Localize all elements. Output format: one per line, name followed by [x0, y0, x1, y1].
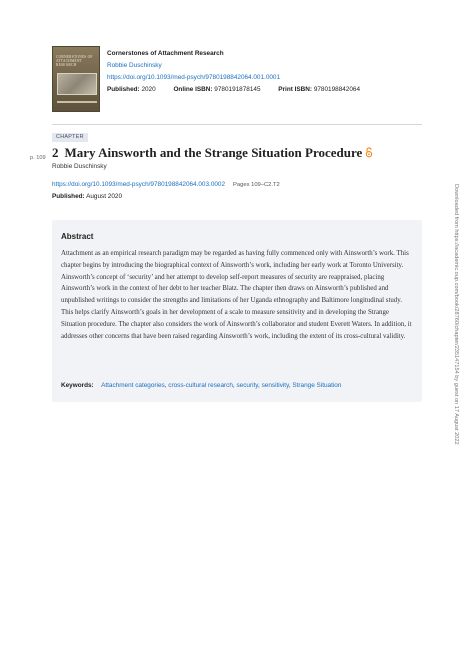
cover-photo — [57, 73, 97, 95]
chapter-pages: Pages 109–C2.T2 — [233, 182, 280, 188]
chapter-published — [52, 193, 122, 200]
book-facts — [107, 84, 427, 96]
open-access-icon — [365, 146, 373, 162]
abstract-text: Attachment as an empirical research paradigm may be regarded as having fully commenced only with Ainsworth’s work. This chapter begins by introducing the biographical context of Ainsworth’s work, including her early work at Toronto University. Ainsworth’s concept of ‘security’ and her attempt to develop self-report measures of security are reappraised, placing Ainsworth’s work in the context of her debt to her teacher Blatz. The chapter then draws on Ainsworth’s published and unpublished writings to consider the strengths and limitations of her Uganda ethnography and Baltimore longitudinal study. This helps clarify Ainsworth’s goals in her development of a scale to measure sensitivity and in developing the Strange Situation procedure. The chapter also considers the work of Ainsworth’s collaborator and student Everett Waters. In addition, it addresses other concerns that have been raised regarding Ainsworth’s work, including the extent of its cross-cultural validity. — [61, 250, 412, 340]
cover-title: CORNERSTONES OF ATTACHMENT RESEARCH — [56, 55, 93, 68]
chapter-published-label: Published: — [52, 193, 85, 200]
chapter-published-value: August 2020 — [86, 193, 122, 200]
keywords-label: Keywords: — [61, 382, 94, 389]
book-doi-link[interactable]: https://doi.org/10.1093/med-psych/9780198842064.001.0001 — [107, 74, 281, 81]
download-watermark — [450, 184, 459, 564]
book-title[interactable]: Cornerstones of Attachment Research — [107, 50, 224, 57]
online-isbn-label: Online ISBN: — [173, 86, 213, 93]
abstract-panel — [52, 220, 422, 402]
page-reference: p. 109 — [30, 155, 46, 161]
cover-footer-bar — [57, 101, 97, 103]
chapter-title — [52, 145, 373, 162]
book-published-label: Published: — [107, 86, 140, 93]
book-header — [52, 46, 422, 116]
book-editor-link[interactable]: Robbie Duschinsky — [107, 62, 162, 69]
header-divider — [52, 124, 422, 125]
book-meta — [107, 48, 427, 96]
keyword-link[interactable]: sensitivity — [261, 382, 289, 389]
chapter-doi-link[interactable]: https://doi.org/10.1093/med-psych/9780198842064.003.0002 — [52, 181, 226, 188]
chapter-number: 2 — [52, 145, 59, 160]
print-isbn-value: 9780198842064 — [313, 86, 361, 93]
download-watermark-text: Downloaded from https://academic.oup.com/book/28760/chapter/235147154 by guest on 17 August 2022 — [453, 184, 459, 445]
keyword-link[interactable]: Attachment categories — [101, 382, 165, 389]
book-published-value: 2020 — [141, 86, 156, 93]
keyword-link[interactable]: security — [236, 382, 259, 389]
abstract-heading: Abstract — [61, 232, 94, 241]
print-isbn-label: Print ISBN: — [278, 86, 313, 93]
chapter-title-text: Mary Ainsworth and the Strange Situation Procedure — [64, 145, 363, 160]
chapter-author[interactable]: Robbie Duschinsky — [52, 163, 107, 170]
keyword-link[interactable]: Strange Situation — [292, 382, 342, 389]
keyword-link[interactable]: cross-cultural research — [168, 382, 233, 389]
online-isbn-value: 9780191878145 — [214, 86, 261, 93]
chapter-doi-line — [52, 181, 280, 188]
keywords-line: Keywords: Attachment categories, cross-cultural research, security, sensitivity, Strange Situation — [61, 382, 342, 389]
book-cover-image[interactable] — [52, 46, 100, 112]
chapter-badge: CHAPTER — [52, 133, 88, 142]
